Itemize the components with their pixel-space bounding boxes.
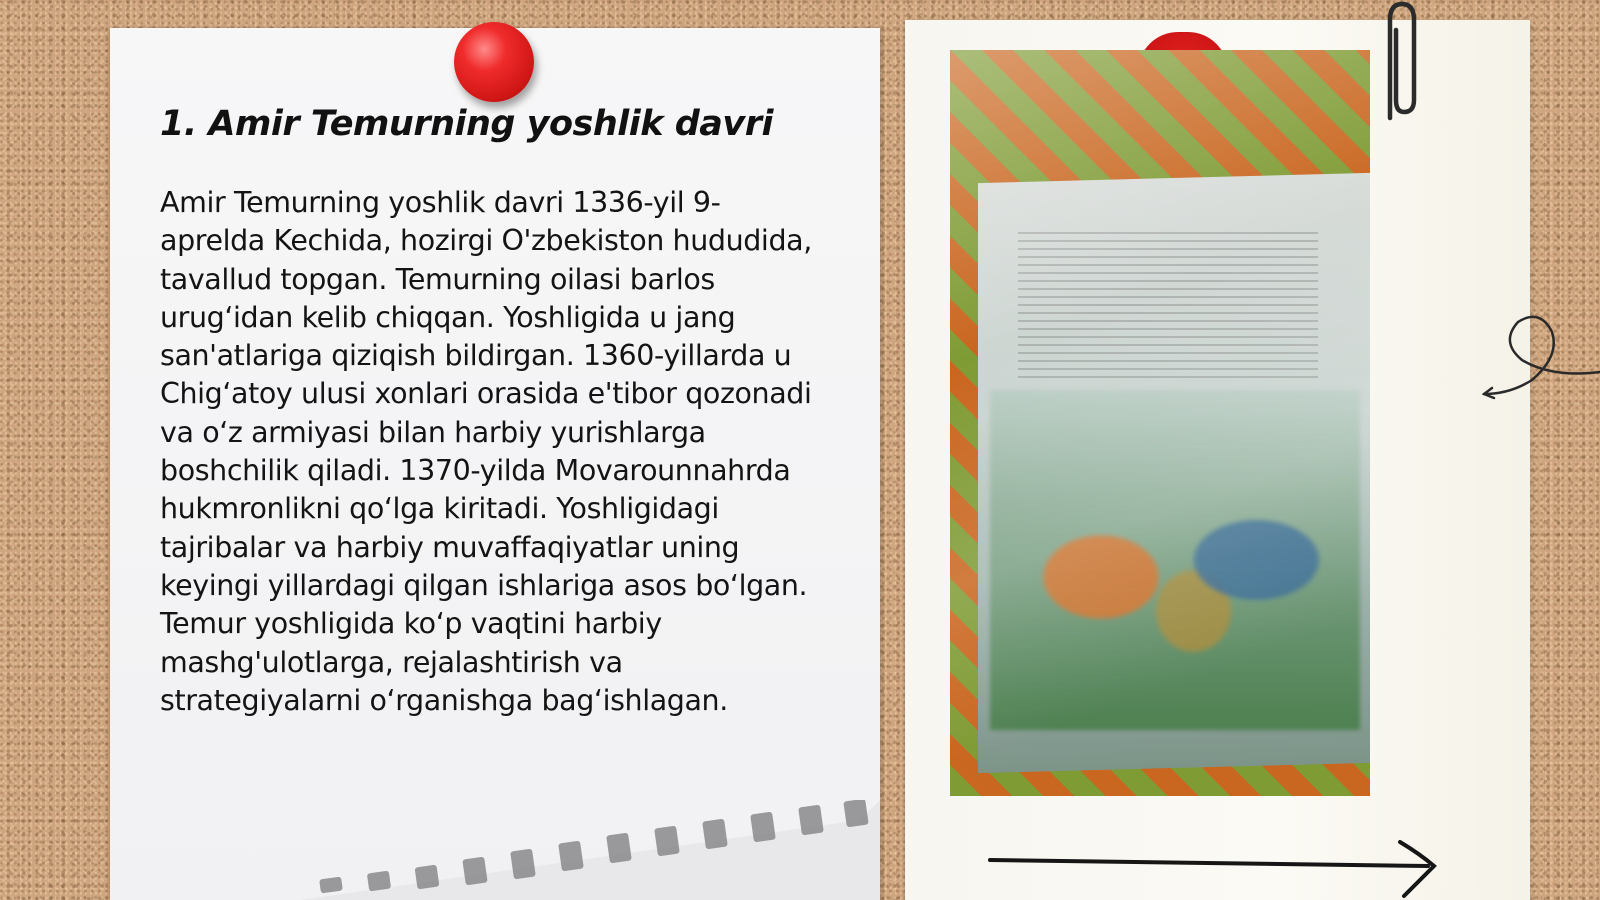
pushpin-icon: [454, 22, 534, 102]
right-arrow-doodle-icon: [988, 838, 1448, 900]
loop-arrow-doodle-icon: [1482, 310, 1600, 410]
torn-paper-edge: [300, 800, 880, 900]
slide-title: 1. Amir Temurning yoshlik davri: [160, 104, 773, 144]
book-photo: [950, 50, 1370, 796]
paperclip-icon: [1380, 0, 1420, 125]
plastic-glare: [950, 50, 1370, 796]
slide-body-text: Amir Temurning yoshlik davri 1336-yil 9-aprelda Kechida, hozirgi O'zbekiston hududida, tavallud topgan. Temurning oilasi barlos urug‘idan kelib chiqqan. Yoshligida u jang san'atlariga qiziqish bildirgan. 1360-yillarda u Chig‘atoy ulusi xonlari orasida e'tibor qozonadi va o‘z armiyasi bilan harbiy yurishlarga boshchilik qiladi. 1370-yilda Movarounnahrda hukmronlikni qo‘lga kiritadi. Yoshligidagi tajribalar va harbiy muvaffaqiyatlar uning keyingi yillardagi qilgan ishlariga asos bo‘lgan. Temur yoshligida ko‘p vaqtini harbiy mashg'ulotlarga, rejalashtirish va strategiyalarni o‘rganishga bag‘ishlagan.: [160, 186, 812, 717]
